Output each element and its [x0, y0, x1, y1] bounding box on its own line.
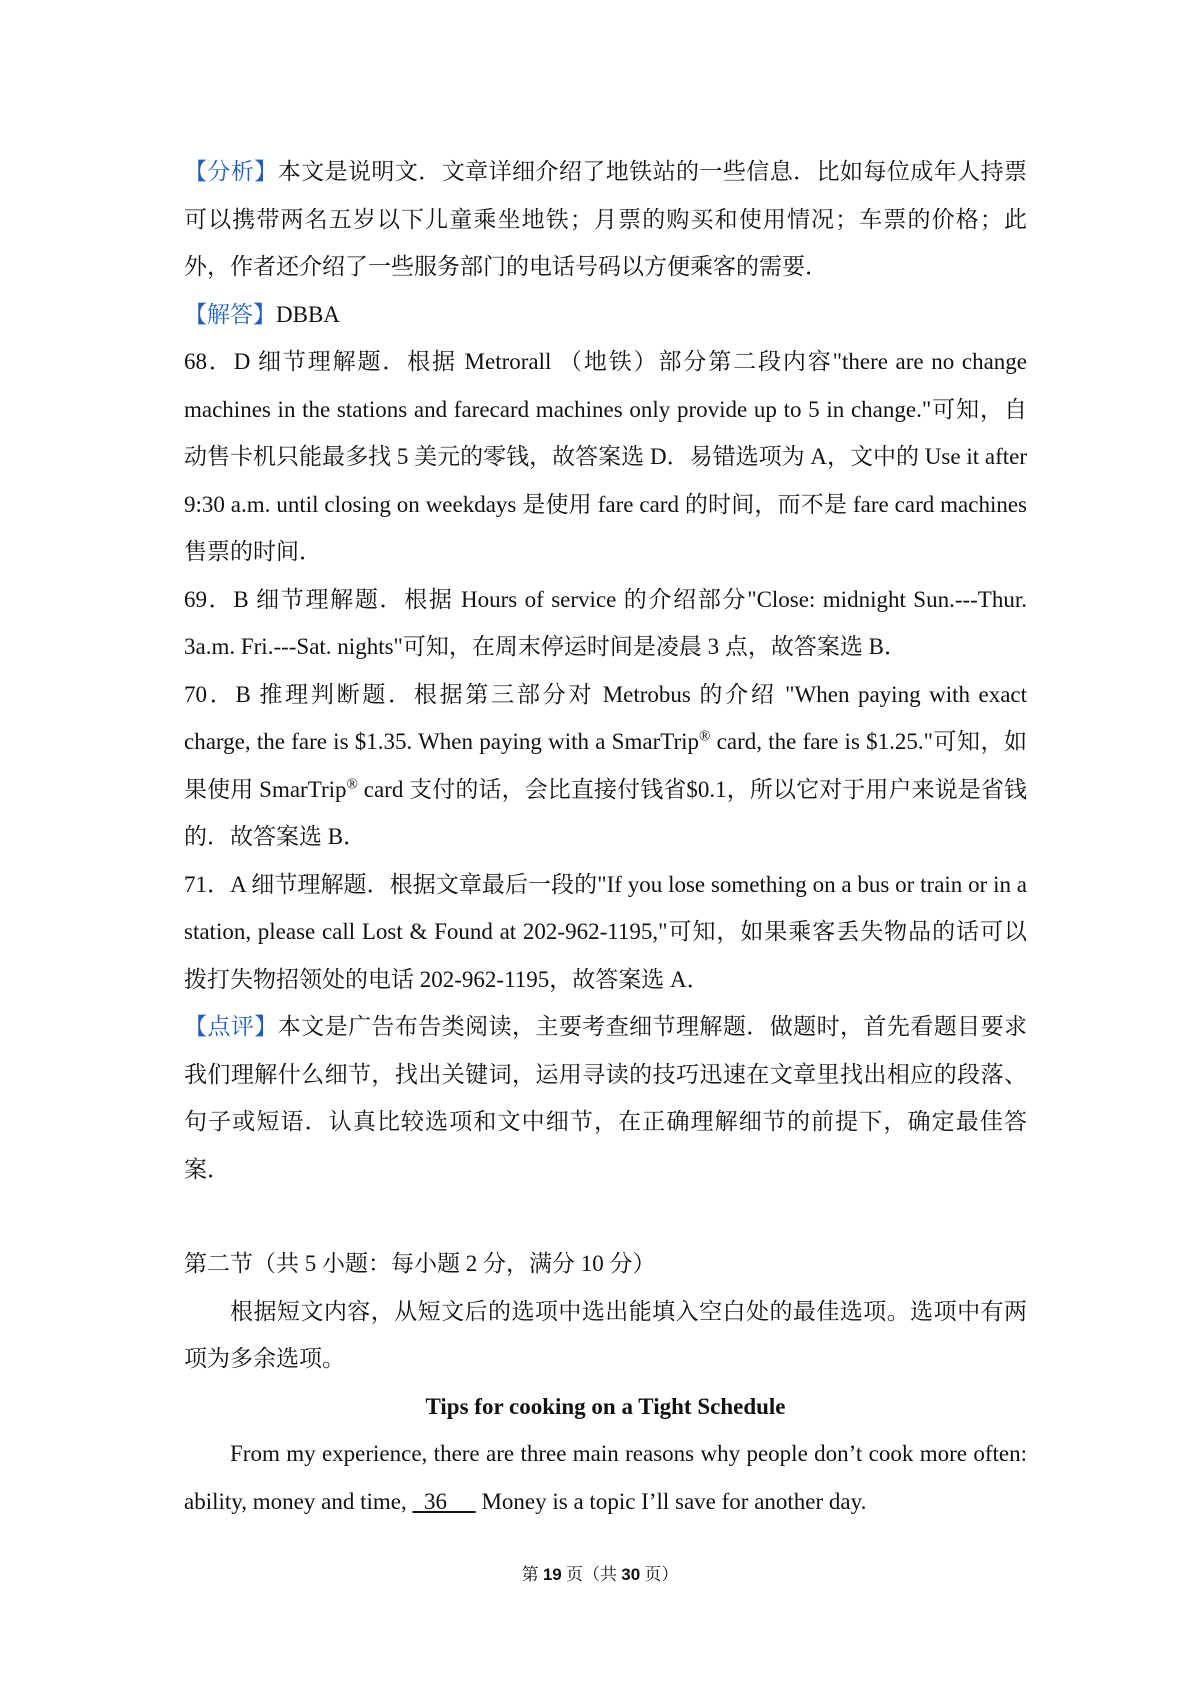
explanation-71: 71．A 细节理解题．根据文章最后一段的"If you lose something on a bus or train or in a station, please call Lost & Found at 202-962-1195,"可知，如果乘客丢失物品的话可以拨打失物招领处的电话 202-962-1195，故答案选 A． — [184, 871, 1027, 992]
passage-text-before: From my experience, there are three main reasons why people don’t cook more often: ability, money and time, — [184, 1441, 1027, 1514]
passage-title: Tips for cooking on a Tight Schedule — [425, 1393, 786, 1419]
explanation-69: 69．B 细节理解题．根据 Hours of service 的介绍部分"Close: midnight Sun.---Thur. 3a.m. Fri.---Sat. nights"可知，在周末停运时间是凌晨 3 点，故答案选 B． — [184, 586, 1027, 659]
document-page — [184, 148, 1027, 1525]
review-paragraph — [184, 1003, 1027, 1193]
page-footer — [0, 1560, 1200, 1585]
blank-36 — [412, 1489, 475, 1514]
blank-number: 36 — [423, 1488, 447, 1514]
footer-total-pages: 30 — [621, 1565, 641, 1584]
registered-mark: ® — [699, 728, 711, 745]
analysis-text: 本文是说明文．文章详细介绍了地铁站的一些信息．比如每位成年人持票可以携带两名五岁以下儿童乘坐地铁；月票的购买和使用情况；车票的价格；此外，作者还介绍了一些服务部门的电话号码以方便乘客的需要． — [184, 159, 1028, 279]
explanation-70-part1: 70．B 推理判断题．根据第三部分对 Metrobus 的介绍 "When paying with exact charge, the fare is $1.35. When paying with a SmarTrip — [184, 681, 1027, 754]
analysis-paragraph — [184, 148, 1027, 291]
passage-paragraph — [184, 1430, 1027, 1525]
section-heading: 第二节（共 5 小题：每小题 2 分，满分 10 分） — [184, 1251, 656, 1276]
registered-mark: ® — [346, 775, 358, 792]
explanation-70-part3: card 支付的话，会比直接付钱省$0.1，所以它对于用户来说是省钱的．故答案选 B． — [184, 776, 1027, 849]
answer-text: DBBA — [276, 301, 340, 327]
footer-prefix: 第 — [521, 1565, 543, 1584]
section-instruction: 根据短文内容，从短文后的选项中选出能填入空白处的最佳选项。选项中有两项为多余选项。 — [184, 1298, 1027, 1371]
analysis-tag: 【分析】 — [184, 159, 278, 184]
explanation-70-part2: card, the fare is $1.25."可知，如果使用 SmarTrip — [184, 729, 1027, 802]
passage-text-after: Money is a topic I’ll save for another day. — [475, 1488, 867, 1514]
footer-page-number: 19 — [542, 1565, 562, 1584]
explanation-70 — [184, 671, 1027, 861]
footer-middle: 页（共 — [561, 1565, 622, 1584]
review-text: 本文是广告布告类阅读，主要考查细节理解题．做题时，首先看题目要求我们理解什么细节，找出关键词，运用寻读的技巧迅速在文章里找出相应的段落、句子或短语．认真比较选项和文中细节，在正确理解细节的前提下，确定最佳答案． — [184, 1014, 1028, 1182]
answer-tag: 【解答】 — [184, 301, 276, 327]
footer-suffix: 页） — [640, 1565, 679, 1584]
explanation-68: 68．D 细节理解题．根据 Metrorall （地铁）部分第二段内容"there are no change machines in the stations and farecard machines only provide up to 5 in change."可知，自动售卡机只能最多找 5 美元的零钱，故答案选 D．易错选项为 A，文中的 Use it after 9:30 a.m. until closing on weekdays 是使用 fare card 的时间，而不是 fare card machines 售票的时间． — [184, 349, 1027, 564]
review-tag: 【点评】 — [184, 1014, 278, 1039]
answer-paragraph — [184, 291, 1027, 339]
